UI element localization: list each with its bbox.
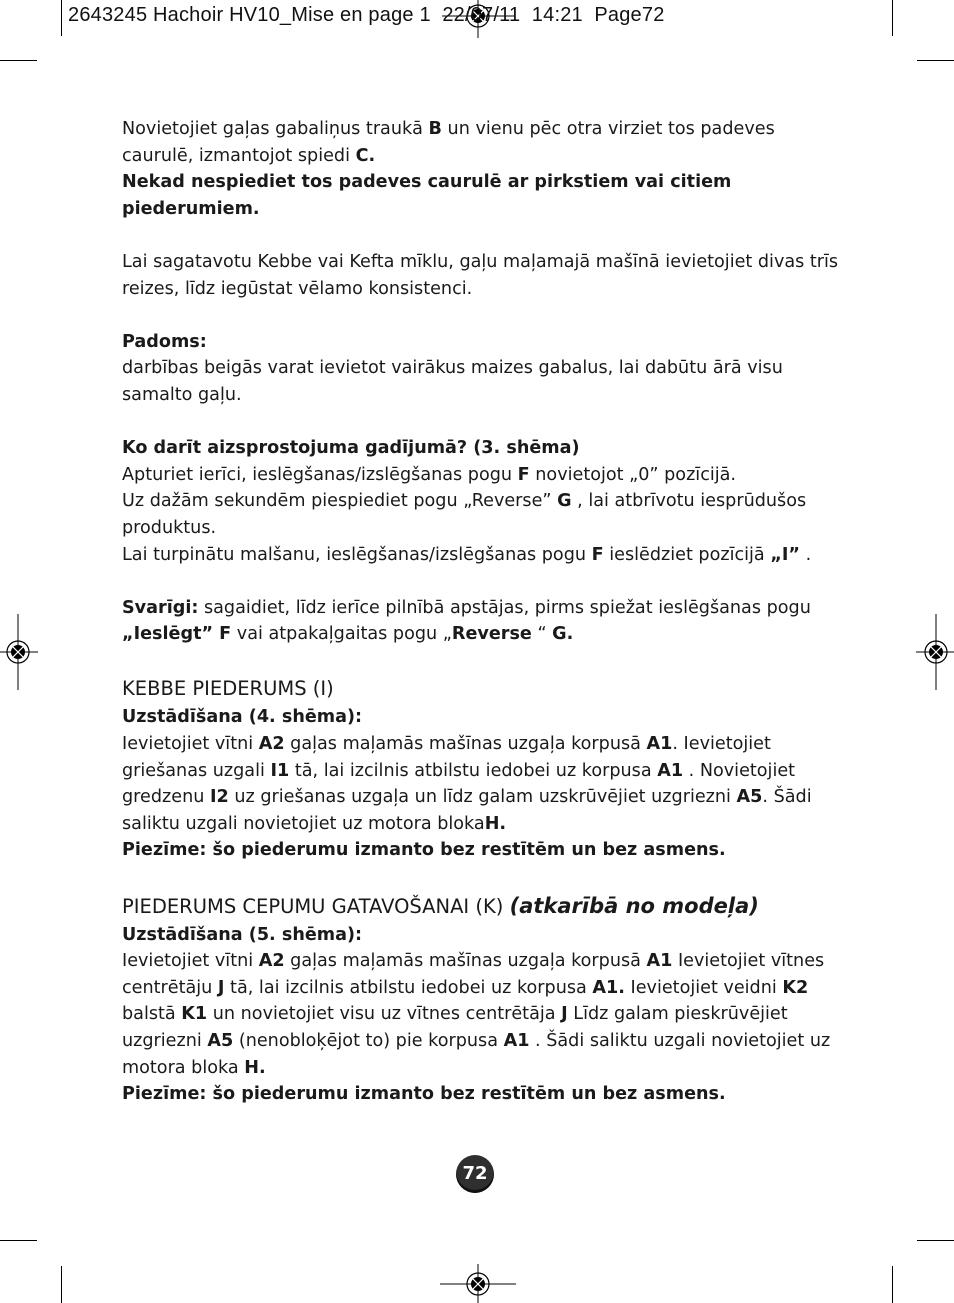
registration-mark-icon: [0, 614, 38, 690]
paragraph: Novietojiet gaļas gabaliņus traukā B un vienu pēc otra virziet tos padeves caurulē, izmantojot spiedi C.: [122, 119, 775, 166]
crop-mark: [917, 1240, 954, 1241]
tips-title: Padoms:: [122, 331, 207, 352]
page-body: [122, 116, 842, 1108]
kebbe-note: Piezīme: šo piederumu izmanto bez restītēm un bez asmens.: [122, 840, 726, 861]
kebbe-heading: KEBBE PIEDERUMS (I): [122, 677, 334, 701]
crop-mark: [0, 60, 37, 61]
cookie-instructions: Ievietojiet vītni A2 gaļas maļamās mašīnas uzgaļa korpusā A1 Ievietojiet vītnes centrētāju J tā, lai izcilnis atbilstu iedobei uz korpusa A1. Ievietojiet veidni K2 balstā K1 un novietojiet visu uz vītnes centrētāja J Līdz galam pieskrūvējiet uzgriezni A5 (nenobloķējot to) pie korpusa A1 . Šādi saliktu uzgali novietojiet uz motora bloka H.: [122, 951, 831, 1078]
crop-mark: [892, 1266, 893, 1303]
section-title: Ko darīt aizsprostojuma gadījumā? (3. shēma): [122, 438, 580, 459]
crop-mark: [892, 0, 893, 36]
page-number-badge: 72: [456, 1155, 494, 1193]
paragraph: Lai sagatavotu Kebbe vai Kefta mīklu, gaļu maļamajā mašīnā ievietojiet divas trīs reizes, līdz iegūstat vēlamo konsistenci.: [122, 251, 839, 299]
tips-text: darbības beigās varat ievietot vairākus maizes gabalus, lai dabūtu ārā visu samalto gaļu.: [122, 358, 783, 405]
kebbe-instructions: Ievietojiet vītni A2 gaļas maļamās mašīnas uzgaļa korpusā A1. Ievietojiet griešanas uzgali I1 tā, lai izcilnis atbilstu iedobei uz korpusa A1 . Novietojiet gredzenu I2 uz griešanas uzgaļa un līdz galam uzskrūvējiet uzgriezni A5. Šādi saliktu uzgali novietojiet uz motora blokaH.: [122, 734, 812, 834]
crop-mark: [61, 1266, 62, 1303]
crop-mark: [917, 60, 954, 61]
cookie-note: Piezīme: šo piederumu izmanto bez restītēm un bez asmens.: [122, 1084, 726, 1105]
registration-mark-icon: [440, 1264, 516, 1303]
crop-mark: [61, 0, 62, 36]
paragraph: Apturiet ierīci, ieslēgšanas/izslēgšanas pogu F novietojot „0” pozīcijā.: [122, 464, 737, 485]
cookie-subtitle: Uzstādīšana (5. shēma):: [122, 924, 363, 945]
cookie-heading: PIEDERUMS CEPUMU GATAVOŠANAI (K) (atkarībā no modeļa): [122, 893, 759, 918]
paragraph: Lai turpinātu malšanu, ieslēgšanas/izslēgšanas pogu F ieslēdziet pozīcijā „I” .: [122, 544, 812, 565]
registration-mark-icon: [916, 614, 954, 690]
warning-text: Nekad nespiediet tos padeves caurulē ar pirkstiem vai citiem piederumiem.: [122, 172, 732, 219]
kebbe-subtitle: Uzstādīšana (4. shēma):: [122, 707, 363, 728]
crop-mark: [0, 1240, 37, 1241]
paragraph: Uz dažām sekundēm piespiediet pogu „Reverse” G , lai atbrīvotu iesprūdušos produktus.: [122, 491, 807, 538]
important-note: Svarīgi: sagaidiet, līdz ierīce pilnībā apstājas, pirms spiežat ieslēgšanas pogu „Ieslēgt” F vai atpakaļgaitas pogu „Reverse “ G.: [122, 597, 811, 645]
print-slug: 2643245 Hachoir HV10_Mise en page 1 22/07/11 14:21 Page72: [68, 4, 665, 26]
